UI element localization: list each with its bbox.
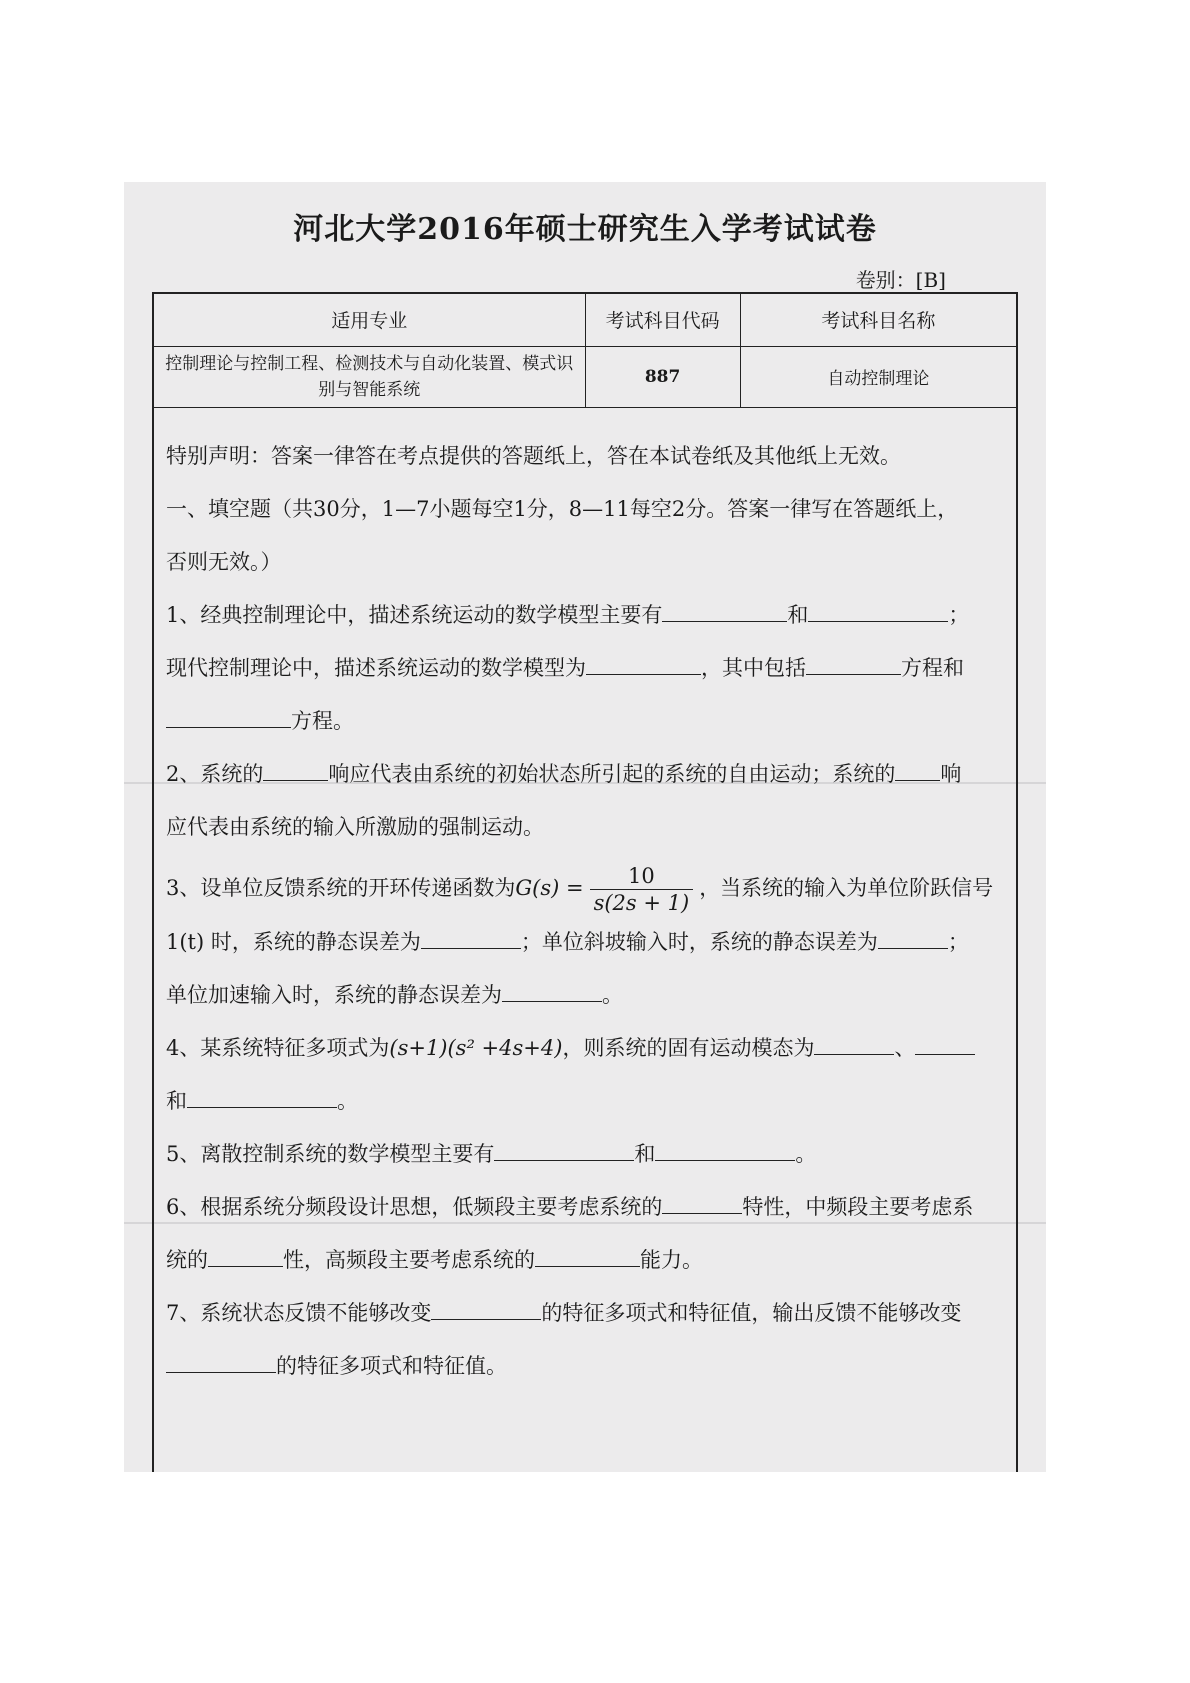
subject-value: 自动控制理论 bbox=[740, 346, 1016, 407]
transfer-function: $\frac{10}{s(2s + 1)}$ bbox=[590, 863, 694, 916]
answer-blank bbox=[535, 1245, 640, 1267]
question-2-cont: 应代表由系统的输入所激励的强制运动。 bbox=[166, 815, 544, 839]
question-4: 4、某系统特征多项式为(s+1)(s² +4s+4)，则系统的固有运动模态为 、 bbox=[166, 1022, 1008, 1075]
exam-frame bbox=[152, 292, 1018, 1472]
question-3: 3、设单位反馈系统的开环传递函数为G(s) = $\frac{10}{s(2s + 1)}$ ，当系统的输入为单位阶跃信号 bbox=[166, 864, 994, 915]
exam-title: 河北大学2016年硕士研究生入学考试试卷 bbox=[293, 212, 877, 247]
answer-blank bbox=[915, 1033, 975, 1055]
answer-blank bbox=[431, 1298, 541, 1320]
answer-blank bbox=[208, 1245, 283, 1267]
answer-blank bbox=[878, 927, 948, 949]
section1-heading-cont: 否则无效。） bbox=[166, 550, 282, 574]
code-value: 887 bbox=[585, 346, 740, 407]
question-4-cont: 和 。 bbox=[166, 1075, 1008, 1128]
answer-blank bbox=[662, 1192, 742, 1214]
header-table bbox=[154, 294, 1016, 408]
answer-blank bbox=[895, 759, 940, 781]
question-2: 2、系统的 响应代表由系统的初始状态所引起的系统的自由运动；系统的 响 bbox=[166, 748, 1008, 801]
question-3-cont: 1(t) 时，系统的静态误差为 ；单位斜坡输入时，系统的静态误差为 ； bbox=[166, 916, 1008, 969]
notice: 特别声明：答案一律答在考点提供的答题纸上，答在本试卷纸及其他纸上无效。 bbox=[166, 444, 901, 468]
major-value: 控制理论与控制工程、检测技术与自动化装置、模式识别与智能系统 bbox=[154, 346, 585, 407]
answer-blank bbox=[662, 600, 787, 622]
question-7-cont: 的特征多项式和特征值。 bbox=[166, 1340, 1008, 1393]
answer-blank bbox=[806, 653, 901, 675]
answer-blank bbox=[586, 653, 701, 675]
question-7: 7、系统状态反馈不能够改变 的特征多项式和特征值，输出反馈不能够改变 bbox=[166, 1287, 1008, 1340]
answer-blank bbox=[166, 1351, 276, 1373]
answer-blank bbox=[655, 1139, 795, 1161]
exam-paper bbox=[124, 182, 1046, 1472]
question-6: 6、根据系统分频段设计思想，低频段主要考虑系统的 特性，中频段主要考虑系 bbox=[166, 1181, 1008, 1234]
code-header: 考试科目代码 bbox=[585, 294, 740, 346]
answer-blank bbox=[502, 980, 602, 1002]
exam-content bbox=[166, 430, 1008, 1393]
answer-blank bbox=[494, 1139, 634, 1161]
paper-type: 卷别：[B] bbox=[855, 268, 946, 292]
answer-blank bbox=[263, 759, 328, 781]
question-1-cont: 现代控制理论中，描述系统运动的数学模型为 ，其中包括 方程和 bbox=[166, 642, 1008, 695]
question-1-cont2: 方程。 bbox=[166, 695, 1008, 748]
answer-blank bbox=[814, 1033, 894, 1055]
question-6-cont: 统的 性，高频段主要考虑系统的 能力。 bbox=[166, 1234, 1008, 1287]
answer-blank bbox=[166, 706, 291, 728]
answer-blank bbox=[808, 600, 948, 622]
major-header: 适用专业 bbox=[154, 294, 585, 346]
subject-header: 考试科目名称 bbox=[740, 294, 1016, 346]
section1-heading: 一、填空题（共30分，1—7小题每空1分，8—11每空2分。答案一律写在答题纸上， bbox=[166, 497, 959, 521]
answer-blank bbox=[187, 1086, 337, 1108]
question-5: 5、离散控制系统的数学模型主要有 和 。 bbox=[166, 1128, 1008, 1181]
question-1: 1、经典控制理论中，描述系统运动的数学模型主要有 和 ； bbox=[166, 589, 1008, 642]
question-3-cont2: 单位加速输入时，系统的静态误差为 。 bbox=[166, 969, 1008, 1022]
answer-blank bbox=[421, 927, 521, 949]
